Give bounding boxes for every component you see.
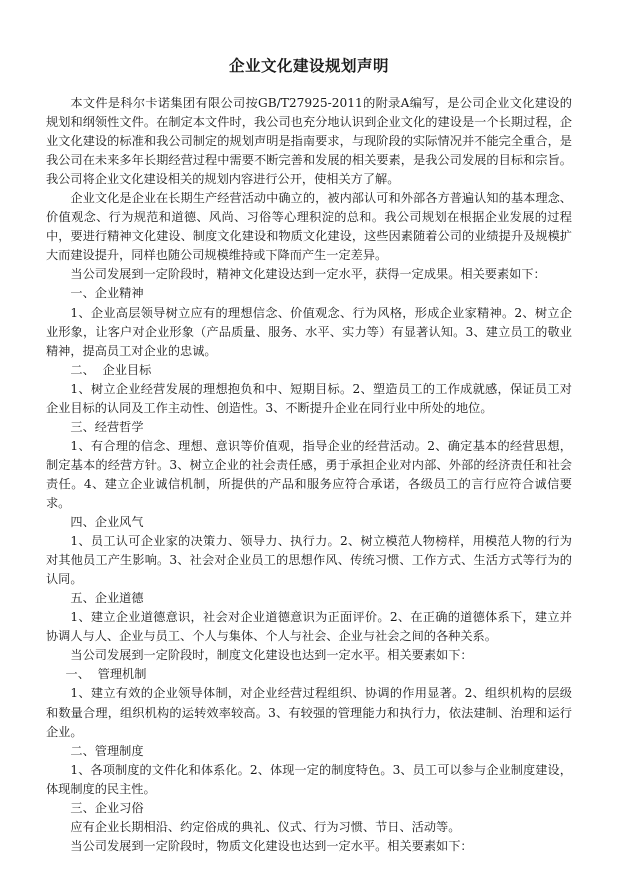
paragraph-intro: 本文件是科尔卡诺集团有限公司按GB/T27925-2011的附录A编写，是公司企业文化建设的规划和纲领性文件。在制定本文件时，我公司也充分地认识到企业文化的建设是一个长期过程，企业文化建设的标准和我公司制定的规划声明是指南要求，与现阶段的实际情况并不能完全重合，是我公司在未来多年长期经营过程中需要不断完善和发展的相关要素，是我公司发展的目标和宗旨。我公司将企业文化建设相关的规划内容进行公开，使相关方了解。 bbox=[46, 96, 572, 187]
paragraph-management-system: 1、各项制度的文件化和体系化。2、体现一定的制度特色。3、员工可以参与企业制度建设，体现制度的民主性。 bbox=[46, 762, 572, 796]
paragraph-culture-definition: 企业文化是企业在长期生产经营活动中确立的，被内部认可和外部各方普遍认知的基本理念、价值观念、行为规范和道德、风尚、习俗等心理积淀的总和。我公司规划在根据企业发展的过程中，要进行精神文化建设、制度文化建设和物质文化建设，这些因素随着公司的业绩提升及规模扩大而建设提升，同样也随公司规模维持或下降而产生一定差异。 bbox=[46, 191, 572, 263]
section-heading-management-system: 二、管理制度 bbox=[70, 743, 144, 758]
section-heading-enterprise-ethics: 五、企业道德 bbox=[70, 591, 144, 606]
paragraph-material-culture-lead: 当公司发展到一定阶段时，物质文化建设也达到一定水平。相关要素如下： bbox=[70, 838, 473, 853]
paragraph-business-philosophy: 1、有合理的信念、理想、意识等价值观，指导企业的经营活动。2、确定基本的经营思想，制定基本的经营方针。3、树立企业的社会责任感，勇于承担企业对内部、外部的经济责任和社会责任。4、建立企业诚信机制，所提供的产品和服务应符合承诺，各级员工的言行应符合诚信要求。 bbox=[46, 438, 572, 510]
section-heading-enterprise-customs: 三、企业习俗 bbox=[70, 800, 144, 815]
paragraph-enterprise-goals: 1、树立企业经营发展的理想抱负和中、短期目标。2、塑造员工的工作成就感，保证员工对企业目标的认同及工作主动性、创造性。3、不断提升企业在同行业中所处的地位。 bbox=[46, 381, 572, 415]
paragraph-enterprise-ethics: 1、建立企业道德意识，社会对企业道德意识为正面评价。2、在正确的道德体系下，建立并协调人与人、企业与员工、个人与集体、个人与社会、企业与社会之间的各种关系。 bbox=[46, 610, 572, 644]
paragraph-management-mechanism: 1、建立有效的企业领导体制，对企业经营过程组织、协调的作用显著。2、组织机构的层级和数量合理，组织机构的运转效率较高。3、有较强的管理能力和执行力，依法建制、治理和运行企业。 bbox=[46, 686, 572, 739]
section-heading-management-mechanism: 一、 管理机制 bbox=[65, 667, 147, 682]
paragraph-institutional-culture-lead: 当公司发展到一定阶段时，制度文化建设也达到一定水平。相关要素如下： bbox=[70, 648, 473, 663]
document-body bbox=[46, 94, 572, 856]
document-title: 企业文化建设规划声明 bbox=[228, 57, 389, 75]
paragraph-enterprise-customs: 应有企业长期相沿、约定俗成的典礼、仪式、行为习惯、节日、活动等。 bbox=[70, 819, 461, 834]
paragraph-enterprise-ethos: 1、员工认可企业家的决策力、领导力、执行力。2、树立模范人物榜样，用模范人物的行为对其他员工产生影响。3、社会对企业员工的思想作风、传统习惯、工作方式、生活方式等行为的认同。 bbox=[46, 534, 572, 587]
section-heading-enterprise-goals: 二、 企业目标 bbox=[70, 362, 152, 377]
section-heading-business-philosophy: 三、经营哲学 bbox=[70, 419, 144, 434]
paragraph-enterprise-spirit: 1、企业高层领导树立应有的理想信念、价值观念、行为风格，形成企业家精神。2、树立企业形象，让客户对企业形象（产品质量、服务、水平、实力等）有显著认知。3、建立员工的敬业精神，提高员工对企业的忠诚。 bbox=[46, 305, 572, 358]
section-heading-enterprise-spirit: 一、企业精神 bbox=[70, 286, 144, 301]
paragraph-spiritual-culture-lead: 当公司发展到一定阶段时，精神文化建设达到一定水平，获得一定成果。相关要素如下： bbox=[70, 267, 546, 282]
section-heading-enterprise-ethos: 四、企业风气 bbox=[70, 515, 144, 530]
